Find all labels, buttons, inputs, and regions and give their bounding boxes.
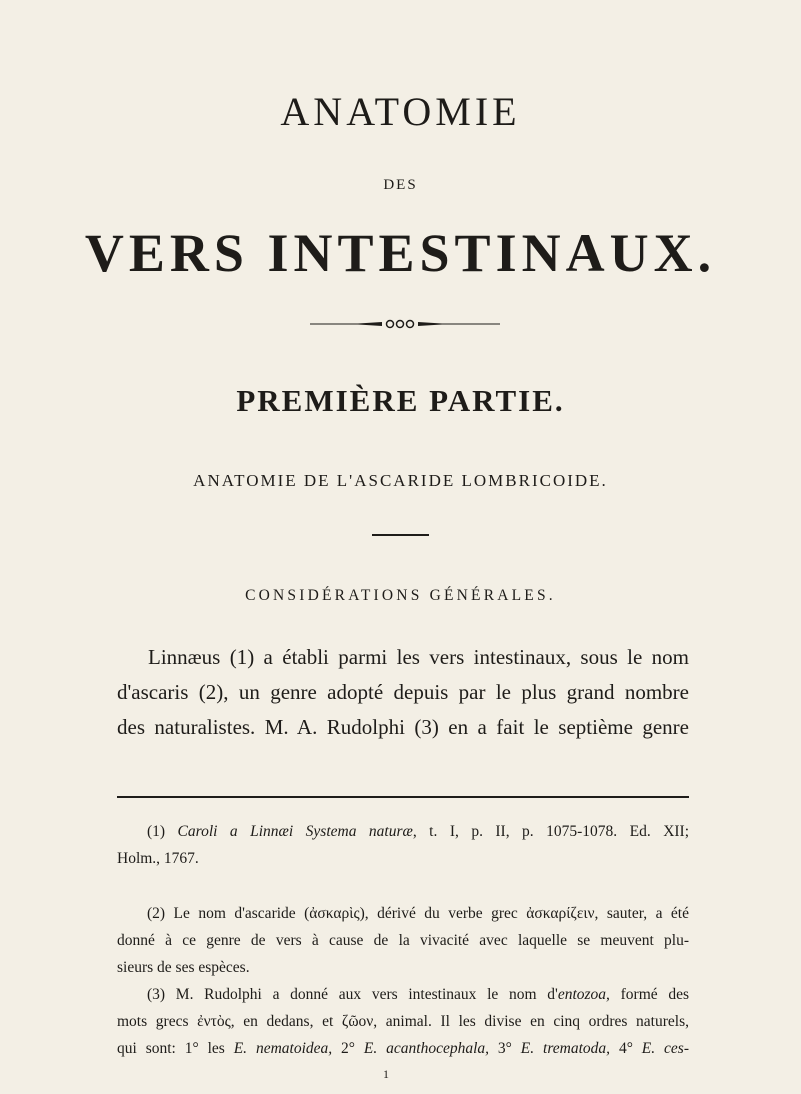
footnote-text: formé des xyxy=(609,986,689,1003)
part-title: PREMIÈRE PARTIE. xyxy=(236,383,565,418)
footnote-line: donné à ce genre de vers à cause de la vivacité avec laquelle se meuvent plu- xyxy=(117,932,689,949)
footnote-line: sieurs de ses espèces. xyxy=(117,959,250,976)
footnote-line: Holm., 1767. xyxy=(117,850,199,867)
des-label: DES xyxy=(383,177,418,193)
ornament-rule xyxy=(310,318,500,330)
footnote-italic: entozoa, xyxy=(557,986,610,1003)
footnote-rule xyxy=(117,796,689,798)
page-number: 1 xyxy=(383,1067,389,1081)
body-line: des naturalistes. M. A. Rudolphi (3) en a fait le septième genre xyxy=(117,715,689,739)
footnote-text: qui sont: 1° les xyxy=(117,1040,234,1057)
footnote-line xyxy=(117,981,689,1008)
footnote-italic: E. ces- xyxy=(641,1040,689,1057)
body-line: Linnæus (1) a établi parmi les vers intestinaux, sous le nom xyxy=(148,645,689,669)
footnote-text: 3° xyxy=(489,1040,521,1057)
footnote-citation-rest: , t. I, p. II, p. 1075-1078. Ed. XII; xyxy=(412,823,690,840)
footnote-line xyxy=(117,1035,689,1062)
subsection-title: CONSIDÉRATIONS GÉNÉRALES. xyxy=(245,587,556,604)
footnote-italic: E. trematoda, xyxy=(520,1040,611,1057)
footnote-1 xyxy=(117,818,689,872)
body-paragraph xyxy=(117,640,689,745)
footnote-text: 4° xyxy=(610,1040,642,1057)
footnote-text: (3) M. Rudolphi a donné aux vers intestinaux le nom d' xyxy=(147,986,558,1003)
footnote-3 xyxy=(117,981,689,1062)
footnote-mark: (1) xyxy=(147,823,166,840)
section-title: ANATOMIE DE L'ASCARIDE LOMBRICOIDE. xyxy=(193,471,608,490)
body-line: d'ascaris (2), un genre adopté depuis par le plus grand nombre xyxy=(117,680,689,704)
footnote-text: 2° xyxy=(332,1040,364,1057)
title: ANATOMIE xyxy=(280,89,521,134)
footnote-line: mots grecs ἐντὸς, en dedans, et ζῶον, animal. Il les divise en cinq ordres naturels, xyxy=(117,1013,689,1030)
footnote-citation: Caroli a Linnæi Systema naturæ xyxy=(177,823,413,840)
short-rule xyxy=(372,534,429,536)
main-title: VERS INTESTINAUX. xyxy=(84,223,717,283)
footnote-italic: E. nematoidea, xyxy=(233,1040,333,1057)
footnote-line: (2) Le nom d'ascaride (ἀσκαρὶς), dérivé du verbe grec ἀσκαρίζειν, sauter, a été xyxy=(147,905,689,922)
footnote-2 xyxy=(117,900,689,981)
footnote-line xyxy=(117,818,689,845)
footnote-italic: E. acanthocephala, xyxy=(363,1040,490,1057)
